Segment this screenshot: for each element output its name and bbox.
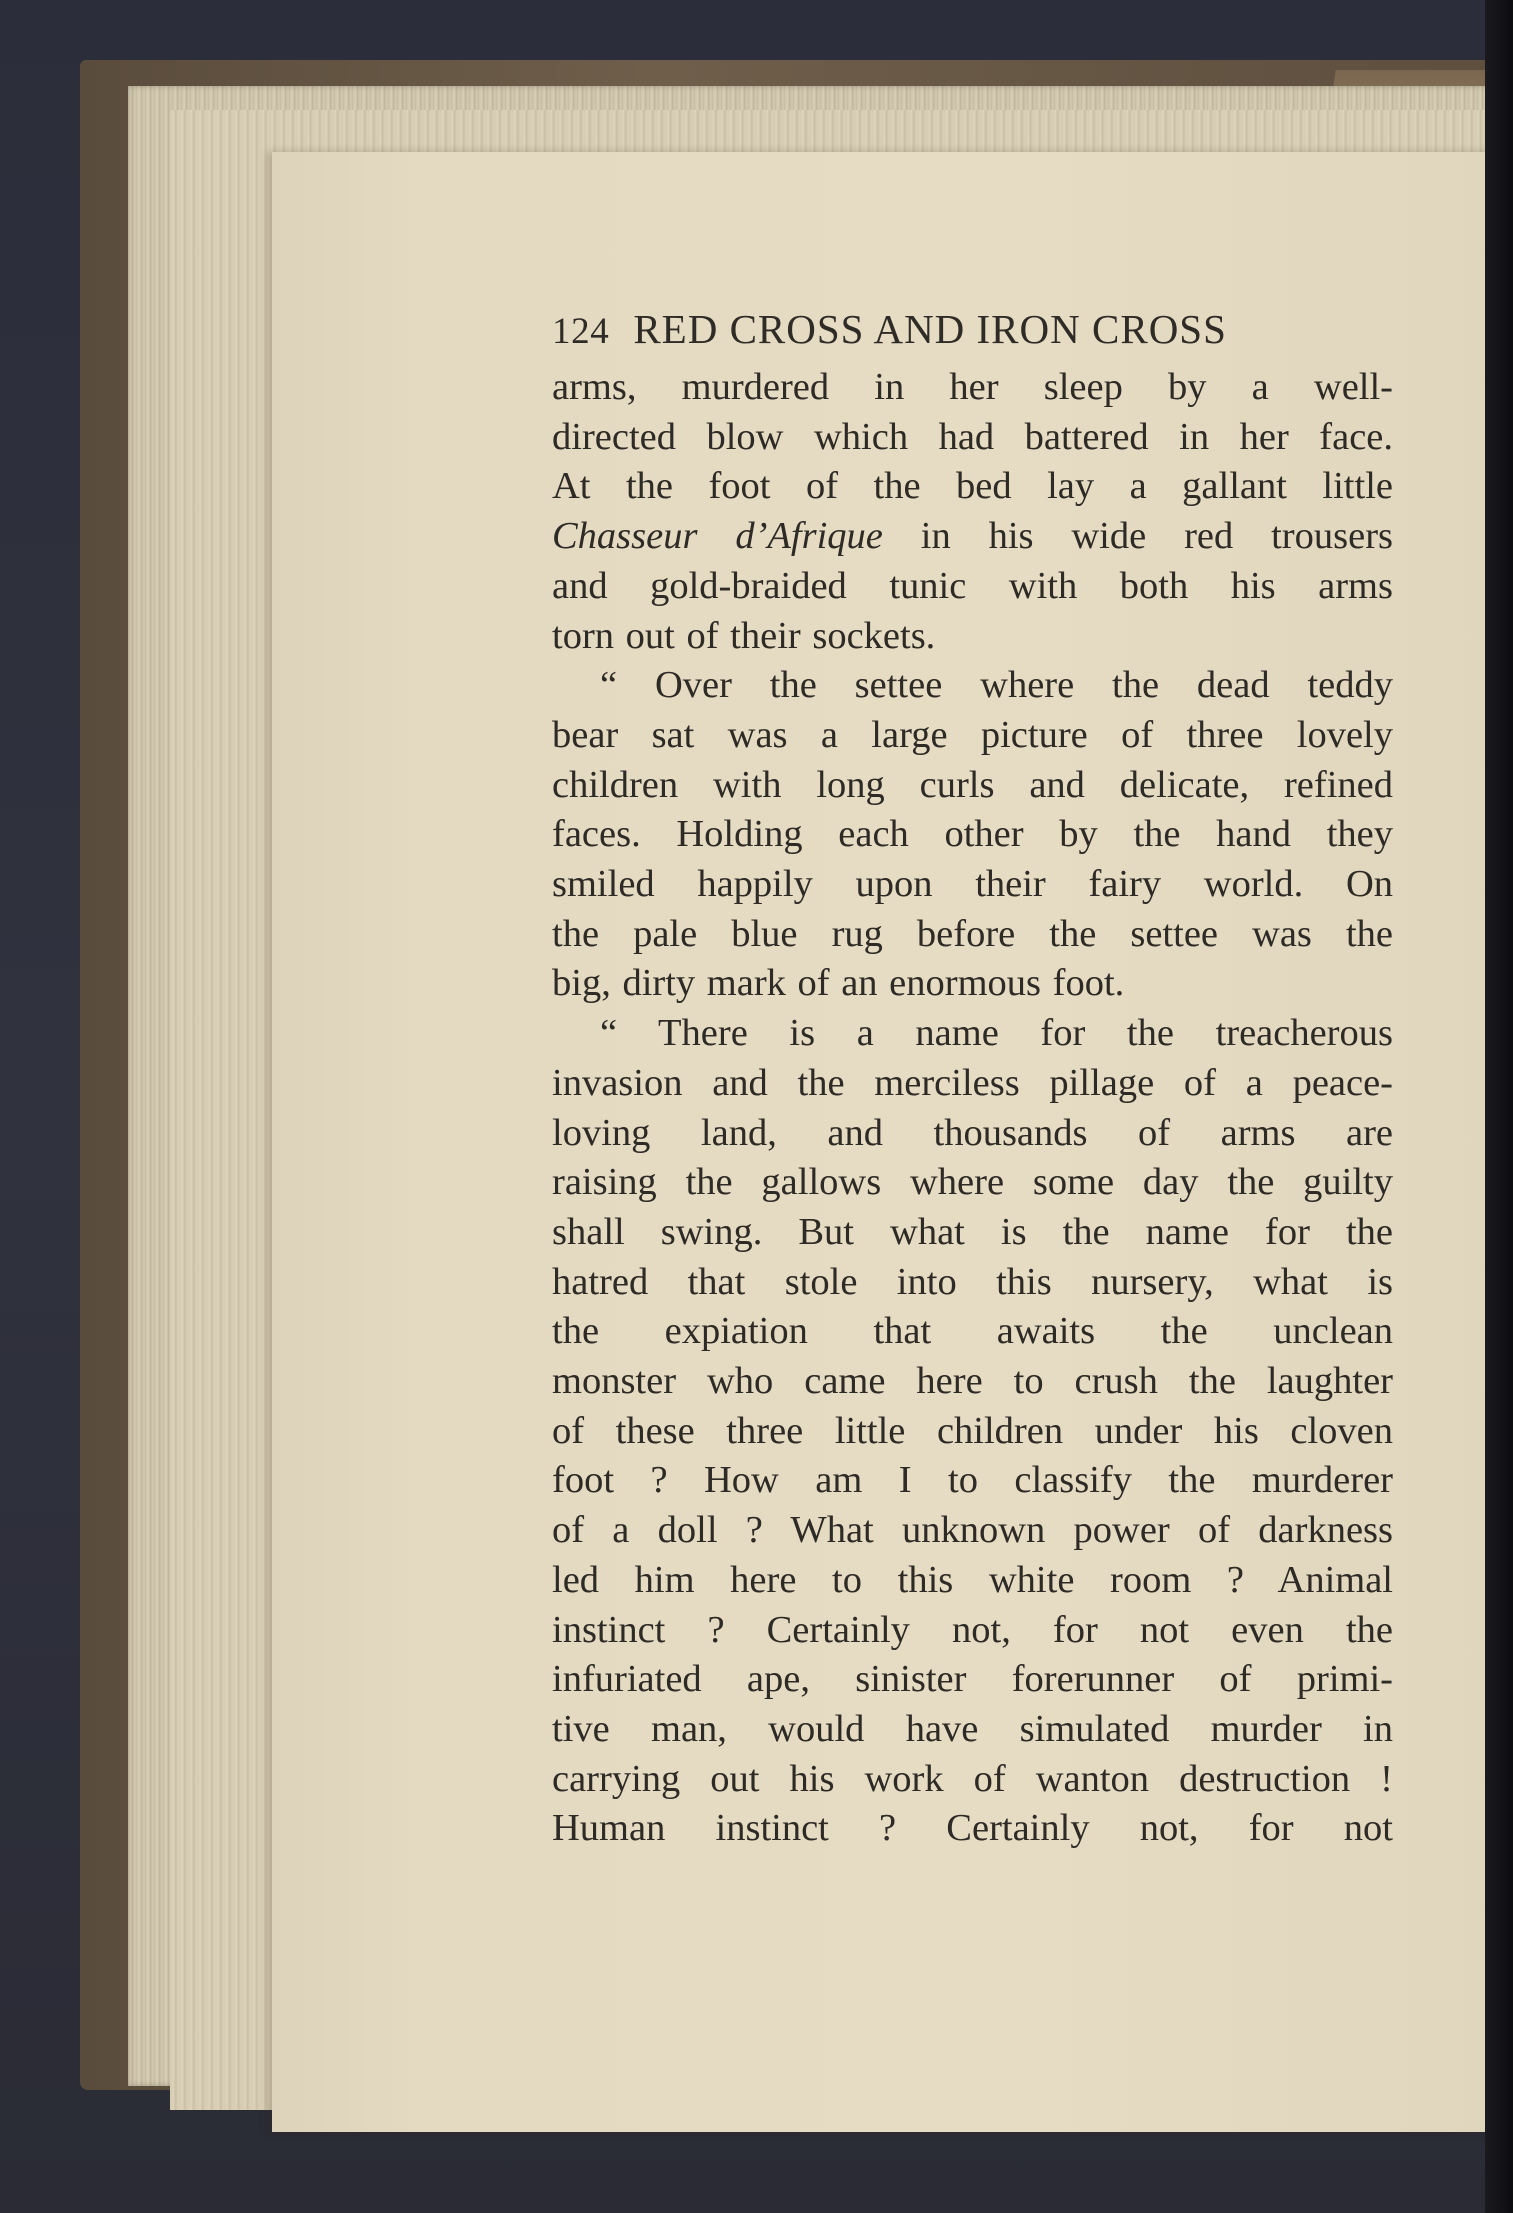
page-content	[552, 300, 1393, 1854]
text-line: bear sat was a large picture of three lovely	[552, 713, 1393, 756]
text-line: infuriated ape, sinister forerunner of primi-	[552, 1658, 1393, 1701]
dark-edge	[1485, 0, 1513, 2213]
text-line: big, dirty mark of an enormous foot.	[552, 962, 1125, 1005]
text-line-rest: in his wide red trousers	[882, 515, 1393, 558]
text-line: smiled happily upon their fairy world. On	[552, 863, 1393, 906]
text-line: loving land, and thousands of arms are	[552, 1111, 1393, 1154]
paragraph-3	[552, 1009, 1393, 1854]
text-line: “ Over the settee where the dead teddy	[600, 664, 1393, 707]
text-line: and gold-braided tunic with both his arms	[552, 564, 1393, 607]
text-line: led him here to this white room ? Animal	[552, 1558, 1393, 1601]
text-line: of these three little children under his cloven	[552, 1409, 1393, 1452]
text-line: raising the gallows where some day the guilty	[552, 1161, 1393, 1204]
running-title: RED CROSS AND IRON CROSS	[633, 306, 1227, 352]
text-line: the expiation that awaits the unclean	[552, 1310, 1393, 1353]
text-line: hatred that stole into this nursery, what is	[552, 1260, 1393, 1303]
text-line: arms, murdered in her sleep by a well-	[552, 366, 1393, 408]
text-line: invasion and the merciless pillage of a peace-	[552, 1061, 1393, 1104]
running-head	[552, 300, 1393, 361]
text-line	[552, 512, 1393, 562]
text-line: At the foot of the bed lay a gallant little	[552, 465, 1393, 508]
text-line: directed blow which had battered in her face.	[552, 415, 1393, 458]
text-line: faces. Holding each other by the hand they	[552, 813, 1393, 856]
text-line: children with long curls and delicate, refined	[552, 763, 1393, 806]
text-line: shall swing. But what is the name for the	[552, 1210, 1393, 1253]
text-line: tive man, would have simulated murder in	[552, 1707, 1393, 1750]
page-number: 124	[552, 311, 610, 352]
text-line: “ There is a name for the treacherous	[600, 1012, 1393, 1055]
italic-phrase: Chasseur d’Afrique	[552, 515, 883, 558]
text-line: Human instinct ? Certainly not, for not	[552, 1807, 1393, 1850]
text-line: of a doll ? What unknown power of darkness	[552, 1509, 1393, 1552]
text-line: monster who came here to crush the laughter	[552, 1360, 1393, 1403]
text-line: torn out of their sockets.	[552, 614, 936, 657]
paragraph-2	[552, 661, 1393, 1009]
text-line: the pale blue rug before the settee was the	[552, 912, 1393, 955]
text-line: carrying out his work of wanton destruction !	[552, 1757, 1393, 1800]
body-text	[552, 363, 1393, 1854]
text-line: foot ? How am I to classify the murderer	[552, 1459, 1393, 1502]
text-line: instinct ? Certainly not, for not even the	[552, 1608, 1393, 1651]
paragraph-1	[552, 363, 1393, 661]
